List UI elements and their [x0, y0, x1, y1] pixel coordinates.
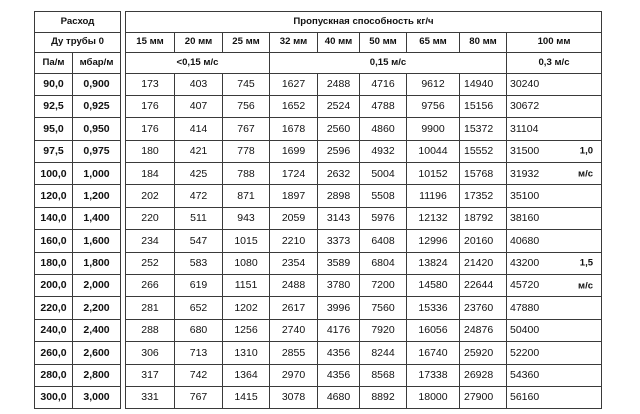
capacity-cell: 176 — [126, 118, 175, 140]
capacity-cell: 619 — [175, 275, 223, 297]
capacity-cell-100 — [507, 252, 602, 274]
capacity-cell: 421 — [175, 140, 223, 162]
capacity-cell: 173 — [126, 73, 175, 95]
capacity-cell: 7920 — [360, 319, 407, 341]
header-row-1 — [35, 12, 602, 33]
capacity-cell: 2354 — [270, 252, 318, 274]
capacity-cell: 472 — [175, 185, 223, 207]
capacity-cell-100 — [507, 73, 602, 95]
capacity-cell: 14580 — [407, 275, 460, 297]
capacity-cell-100 — [507, 95, 602, 117]
capacity-cell-100 — [507, 163, 602, 185]
pa-cell: 200,0 — [35, 275, 73, 297]
capacity-cell: 4356 — [318, 364, 360, 386]
capacity-value: 38160 — [510, 212, 540, 225]
capacity-cell: 1080 — [223, 252, 270, 274]
speed-header: <0,15 м/с — [126, 53, 270, 74]
capacity-cell: 2596 — [318, 140, 360, 162]
capacity-cell: 425 — [175, 163, 223, 185]
capacity-cell: 20160 — [460, 230, 507, 252]
pa-cell: 120,0 — [35, 185, 73, 207]
capacity-value: 31104 — [510, 122, 539, 135]
capacity-cell: 2059 — [270, 207, 318, 229]
capacity-cell: 176 — [126, 95, 175, 117]
table-row — [35, 252, 602, 274]
table-row — [35, 230, 602, 252]
mbar-cell: 0,950 — [73, 118, 121, 140]
speed-header: 0,3 м/с — [507, 53, 602, 74]
capacity-cell: 407 — [175, 95, 223, 117]
capacity-table-container — [34, 11, 602, 409]
capacity-cell-100 — [507, 185, 602, 207]
capacity-cell: 788 — [223, 163, 270, 185]
capacity-cell: 23760 — [460, 297, 507, 319]
mbar-cell: 0,975 — [73, 140, 121, 162]
capacity-cell: 10152 — [407, 163, 460, 185]
capacity-cell: 18792 — [460, 207, 507, 229]
capacity-value: 47880 — [510, 301, 540, 314]
mbar-cell: 0,925 — [73, 95, 121, 117]
speed-note: м/с — [578, 168, 593, 179]
capacity-header: Пропускная способность кг/ч — [126, 12, 602, 33]
capacity-cell: 2488 — [270, 275, 318, 297]
capacity-cell: 745 — [223, 73, 270, 95]
pipe-diameter-header: Ду трубы 0 — [35, 32, 121, 53]
unit-pa-header: Па/м — [35, 53, 73, 74]
capacity-cell: 220 — [126, 207, 175, 229]
table-row — [35, 297, 602, 319]
capacity-cell: 4788 — [360, 95, 407, 117]
capacity-cell: 2740 — [270, 319, 318, 341]
capacity-cell: 1627 — [270, 73, 318, 95]
mbar-cell: 1,600 — [73, 230, 121, 252]
capacity-cell: 767 — [175, 386, 223, 408]
capacity-cell: 234 — [126, 230, 175, 252]
table-row — [35, 275, 602, 297]
capacity-cell: 12132 — [407, 207, 460, 229]
capacity-value: 45720 — [510, 279, 540, 292]
mbar-cell: 2,400 — [73, 319, 121, 341]
capacity-cell: 943 — [223, 207, 270, 229]
capacity-cell: 547 — [175, 230, 223, 252]
capacity-cell: 281 — [126, 297, 175, 319]
mbar-cell: 2,000 — [73, 275, 121, 297]
capacity-cell: 331 — [126, 386, 175, 408]
pa-cell: 160,0 — [35, 230, 73, 252]
capacity-cell: 871 — [223, 185, 270, 207]
capacity-cell: 2970 — [270, 364, 318, 386]
pa-cell: 140,0 — [35, 207, 73, 229]
table-row — [35, 342, 602, 364]
table-row — [35, 73, 602, 95]
capacity-cell: 180 — [126, 140, 175, 162]
capacity-cell: 1151 — [223, 275, 270, 297]
capacity-cell: 1015 — [223, 230, 270, 252]
capacity-cell: 5004 — [360, 163, 407, 185]
capacity-cell: 1652 — [270, 95, 318, 117]
capacity-value: 56160 — [510, 391, 540, 404]
size-header: 80 мм — [460, 32, 507, 53]
size-header: 20 мм — [175, 32, 223, 53]
capacity-cell: 2560 — [318, 118, 360, 140]
capacity-cell: 414 — [175, 118, 223, 140]
capacity-cell-100 — [507, 275, 602, 297]
capacity-cell: 5976 — [360, 207, 407, 229]
capacity-cell: 511 — [175, 207, 223, 229]
pa-cell: 180,0 — [35, 252, 73, 274]
capacity-value: 43200 — [510, 257, 540, 270]
capacity-cell: 713 — [175, 342, 223, 364]
size-header: 40 мм — [318, 32, 360, 53]
size-header: 65 мм — [407, 32, 460, 53]
speed-note: 1,5 — [579, 257, 593, 269]
size-header: 25 мм — [223, 32, 270, 53]
capacity-cell: 1724 — [270, 163, 318, 185]
capacity-cell: 4356 — [318, 342, 360, 364]
capacity-cell: 27900 — [460, 386, 507, 408]
capacity-cell: 2210 — [270, 230, 318, 252]
capacity-cell: 317 — [126, 364, 175, 386]
capacity-cell: 5508 — [360, 185, 407, 207]
capacity-cell: 3373 — [318, 230, 360, 252]
capacity-cell: 16056 — [407, 319, 460, 341]
capacity-cell: 17352 — [460, 185, 507, 207]
table-row — [35, 95, 602, 117]
capacity-cell: 7200 — [360, 275, 407, 297]
capacity-cell: 9756 — [407, 95, 460, 117]
speed-note: 1,0 — [579, 145, 593, 157]
capacity-cell-100 — [507, 342, 602, 364]
capacity-cell: 1202 — [223, 297, 270, 319]
capacity-cell: 11196 — [407, 185, 460, 207]
capacity-cell: 306 — [126, 342, 175, 364]
size-header: 15 мм — [126, 32, 175, 53]
pa-cell: 280,0 — [35, 364, 73, 386]
flow-header: Расход — [35, 12, 121, 33]
capacity-cell: 1256 — [223, 319, 270, 341]
capacity-cell: 202 — [126, 185, 175, 207]
table-row — [35, 140, 602, 162]
capacity-cell: 2617 — [270, 297, 318, 319]
table-row — [35, 364, 602, 386]
capacity-cell: 680 — [175, 319, 223, 341]
capacity-cell: 26928 — [460, 364, 507, 386]
capacity-cell: 4860 — [360, 118, 407, 140]
capacity-cell: 10044 — [407, 140, 460, 162]
capacity-cell-100 — [507, 319, 602, 341]
table-row — [35, 386, 602, 408]
capacity-cell: 1415 — [223, 386, 270, 408]
pa-cell: 240,0 — [35, 319, 73, 341]
size-header: 32 мм — [270, 32, 318, 53]
capacity-cell: 1678 — [270, 118, 318, 140]
capacity-value: 30240 — [510, 77, 540, 90]
table-row — [35, 319, 602, 341]
size-header: 50 мм — [360, 32, 407, 53]
capacity-cell: 1310 — [223, 342, 270, 364]
capacity-cell: 6804 — [360, 252, 407, 274]
capacity-cell: 9900 — [407, 118, 460, 140]
capacity-cell: 3078 — [270, 386, 318, 408]
capacity-cell: 18000 — [407, 386, 460, 408]
capacity-cell: 16740 — [407, 342, 460, 364]
speed-note: м/с — [578, 279, 593, 291]
table-row — [35, 207, 602, 229]
capacity-cell: 583 — [175, 252, 223, 274]
capacity-table — [34, 11, 602, 409]
speed-header: 0,15 м/с — [270, 53, 507, 74]
size-header: 100 мм — [507, 32, 602, 53]
table-row — [35, 163, 602, 185]
capacity-cell-100 — [507, 118, 602, 140]
capacity-cell: 778 — [223, 140, 270, 162]
table-row — [35, 185, 602, 207]
capacity-value: 31932 — [510, 167, 540, 180]
capacity-value: 35100 — [510, 189, 540, 202]
header-row-2 — [35, 32, 602, 53]
capacity-cell: 4716 — [360, 73, 407, 95]
capacity-cell: 15372 — [460, 118, 507, 140]
capacity-cell: 3996 — [318, 297, 360, 319]
mbar-cell: 1,400 — [73, 207, 121, 229]
mbar-cell: 3,000 — [73, 386, 121, 408]
capacity-cell: 2898 — [318, 185, 360, 207]
capacity-value: 30672 — [510, 100, 540, 113]
capacity-cell-100 — [507, 297, 602, 319]
capacity-cell: 8244 — [360, 342, 407, 364]
mbar-cell: 2,600 — [73, 342, 121, 364]
capacity-cell: 1699 — [270, 140, 318, 162]
mbar-cell: 1,800 — [73, 252, 121, 274]
pa-cell: 97,5 — [35, 140, 73, 162]
capacity-cell: 15156 — [460, 95, 507, 117]
capacity-cell: 2632 — [318, 163, 360, 185]
capacity-cell: 22644 — [460, 275, 507, 297]
capacity-value: 40680 — [510, 234, 540, 247]
pa-cell: 90,0 — [35, 73, 73, 95]
capacity-cell: 21420 — [460, 252, 507, 274]
capacity-cell: 2524 — [318, 95, 360, 117]
capacity-cell: 252 — [126, 252, 175, 274]
capacity-cell: 2488 — [318, 73, 360, 95]
capacity-cell-100 — [507, 207, 602, 229]
unit-mbar-header: мбар/м — [73, 53, 121, 74]
capacity-cell-100 — [507, 140, 602, 162]
pa-cell: 92,5 — [35, 95, 73, 117]
mbar-cell: 2,200 — [73, 297, 121, 319]
capacity-cell: 15768 — [460, 163, 507, 185]
capacity-cell: 6408 — [360, 230, 407, 252]
capacity-cell: 652 — [175, 297, 223, 319]
capacity-cell: 767 — [223, 118, 270, 140]
capacity-cell: 3589 — [318, 252, 360, 274]
capacity-cell: 403 — [175, 73, 223, 95]
capacity-value: 50400 — [510, 324, 540, 337]
pa-cell: 300,0 — [35, 386, 73, 408]
pa-cell: 100,0 — [35, 163, 73, 185]
capacity-cell: 25920 — [460, 342, 507, 364]
capacity-cell: 4680 — [318, 386, 360, 408]
capacity-cell: 15336 — [407, 297, 460, 319]
capacity-cell: 9612 — [407, 73, 460, 95]
capacity-cell-100 — [507, 386, 602, 408]
capacity-cell: 3780 — [318, 275, 360, 297]
capacity-cell: 14940 — [460, 73, 507, 95]
pa-cell: 260,0 — [35, 342, 73, 364]
mbar-cell: 1,200 — [73, 185, 121, 207]
capacity-cell: 4176 — [318, 319, 360, 341]
capacity-cell: 17338 — [407, 364, 460, 386]
capacity-cell: 24876 — [460, 319, 507, 341]
capacity-cell: 2855 — [270, 342, 318, 364]
pa-cell: 220,0 — [35, 297, 73, 319]
capacity-cell: 8568 — [360, 364, 407, 386]
capacity-cell: 266 — [126, 275, 175, 297]
capacity-cell: 742 — [175, 364, 223, 386]
capacity-cell: 8892 — [360, 386, 407, 408]
capacity-value: 31500 — [510, 145, 540, 158]
capacity-cell: 3143 — [318, 207, 360, 229]
capacity-cell: 15552 — [460, 140, 507, 162]
table-row — [35, 118, 602, 140]
capacity-cell: 7560 — [360, 297, 407, 319]
capacity-cell: 184 — [126, 163, 175, 185]
capacity-cell: 1364 — [223, 364, 270, 386]
capacity-cell: 12996 — [407, 230, 460, 252]
capacity-cell-100 — [507, 230, 602, 252]
mbar-cell: 0,900 — [73, 73, 121, 95]
pa-cell: 95,0 — [35, 118, 73, 140]
capacity-cell: 4932 — [360, 140, 407, 162]
capacity-cell: 1897 — [270, 185, 318, 207]
capacity-value: 52200 — [510, 346, 540, 359]
capacity-value: 54360 — [510, 369, 540, 382]
mbar-cell: 1,000 — [73, 163, 121, 185]
capacity-cell: 756 — [223, 95, 270, 117]
mbar-cell: 2,800 — [73, 364, 121, 386]
capacity-cell-100 — [507, 364, 602, 386]
capacity-cell: 288 — [126, 319, 175, 341]
header-row-3 — [35, 53, 602, 74]
capacity-cell: 13824 — [407, 252, 460, 274]
